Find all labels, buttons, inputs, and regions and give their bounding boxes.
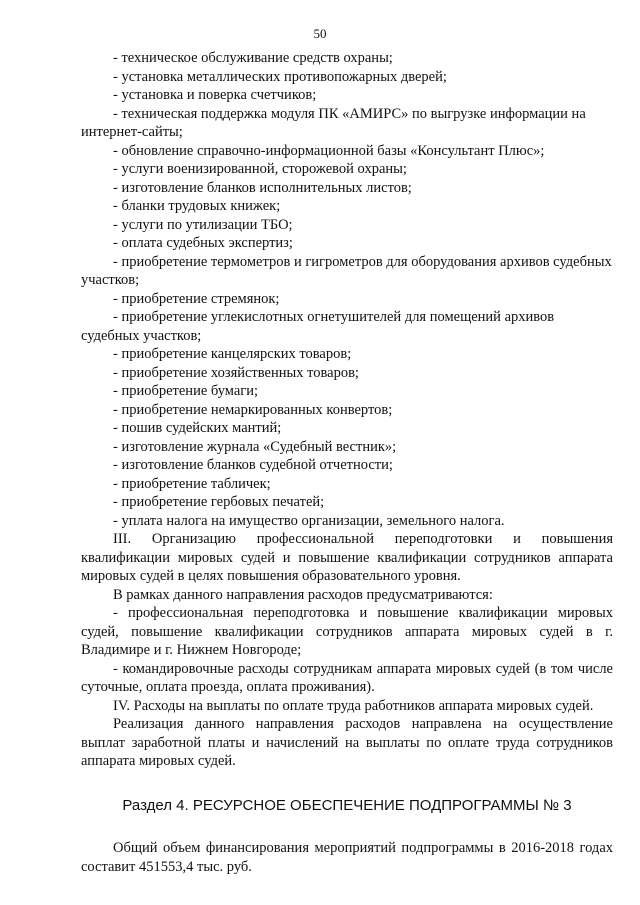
- list-item: - приобретение хозяйственных товаров;: [113, 364, 359, 381]
- directions-intro-paragraph: В рамках данного направления расходов предусматриваются:: [113, 586, 493, 603]
- list-item: - приобретение канцелярских товаров;: [113, 346, 352, 362]
- list-item: - приобретение углекислотных огнетушителей для помещений архивов судебных участков;: [81, 309, 555, 344]
- section-iv-paragraph: IV. Расходы на выплаты по оплате труда работников аппарата мировых судей.: [113, 697, 594, 714]
- list-item: - приобретение гербовых печатей;: [113, 494, 325, 510]
- list-item: - приобретение табличек;: [113, 475, 271, 492]
- list-item: - приобретение термометров и гигрометров для оборудования архивов судебных участков;: [81, 253, 612, 288]
- list-item: - приобретение немаркированных конвертов;: [113, 401, 393, 418]
- list-item: - приобретение стремянок;: [113, 290, 280, 307]
- list-item: - изготовление бланков судебной отчетности;: [113, 457, 393, 473]
- page-body: [81, 49, 613, 876]
- list-item: - бланки трудовых книжек;: [113, 198, 281, 214]
- total-funding-paragraph: Общий объем финансирования мероприятий подпрограммы в 2016-2018 годах составит 451553,4 тыс. руб.: [81, 840, 613, 875]
- list-item: - техническая поддержка модуля ПК «АМИРС» по выгрузке информации на интернет-сайты;: [81, 105, 586, 140]
- list-item: - пошив судейских мантий;: [113, 420, 282, 436]
- expense-list: [81, 49, 613, 530]
- list-item: - приобретение бумаги;: [113, 383, 259, 399]
- list-item: - установка и поверка счетчиков;: [113, 87, 317, 103]
- list-item: - изготовление бланков исполнительных листов;: [113, 179, 412, 196]
- section-heading: Раздел 4. РЕСУРСНОЕ ОБЕСПЕЧЕНИЕ ПОДПРОГРАММЫ № 3: [122, 796, 572, 814]
- list-item: - оплата судебных экспертиз;: [113, 235, 293, 251]
- implementation-paragraph: Реализация данного направления расходов направлена на осуществление выплат заработной платы и начислений на выплаты по оплате труда сотрудников аппарата мировых судей.: [81, 716, 613, 769]
- section-iii-paragraph: III. Организацию профессиональной переподготовки и повышения квалификации мировых судей и повышение квалификации сотрудников аппарата мировых судей в целях повышения образовательного уровня.: [81, 531, 613, 584]
- training-item: - профессиональная переподготовка и повышение квалификации мировых судей, повышение квалификации сотрудников аппарата мировых судей в г. Владимире и г. Нижнем Новгороде;: [81, 605, 613, 658]
- list-item: - уплата налога на имущество организации, земельного налога.: [113, 512, 505, 529]
- travel-item: - командировочные расходы сотрудникам аппарата мировых судей (в том числе суточные, оплата проезда, оплата проживания).: [81, 660, 613, 695]
- page-number: 50: [313, 26, 327, 41]
- list-item: - установка металлических противопожарных дверей;: [113, 68, 447, 85]
- list-item: - техническое обслуживание средств охраны;: [113, 50, 393, 66]
- list-item: - изготовление журнала «Судебный вестник»;: [113, 438, 397, 455]
- list-item: - услуги по утилизации ТБО;: [113, 216, 293, 233]
- list-item: - обновление справочно-информационной базы «Консультант Плюс»;: [113, 142, 545, 159]
- list-item: - услуги военизированной, сторожевой охраны;: [113, 161, 407, 177]
